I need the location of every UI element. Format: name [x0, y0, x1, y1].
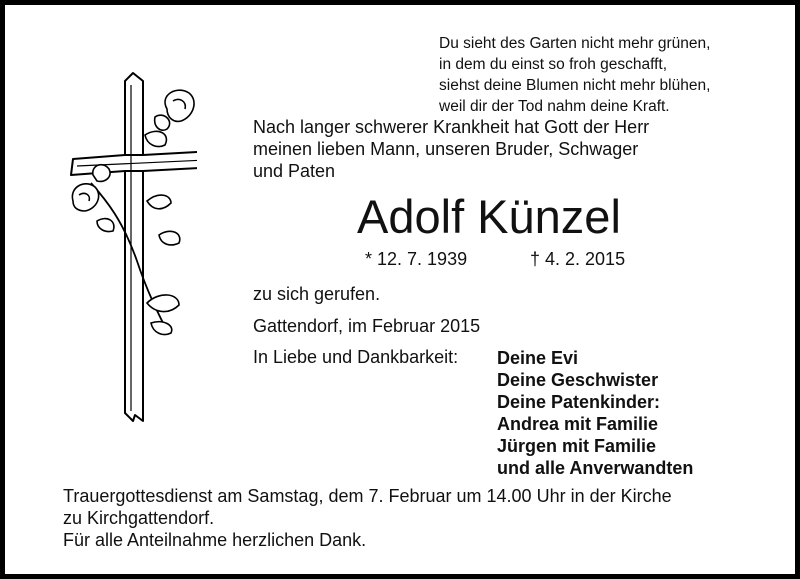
mourners-list — [497, 347, 693, 479]
place-date: Gattendorf, im Februar 2015 — [253, 316, 481, 336]
thanks-label: In Liebe und Dankbarkeit: — [253, 347, 459, 367]
mourner-line: Deine Geschwister — [497, 370, 659, 390]
poem-line: Du sieht des Garten nicht mehr grünen, — [439, 35, 711, 52]
mourner-line: Deine Patenkinder: — [497, 392, 661, 412]
intro-line: meinen lieben Mann, unseren Bruder, Schwager — [253, 139, 639, 159]
funeral-service-info — [63, 485, 672, 529]
intro-line: und Paten — [253, 161, 336, 181]
birth-date: * 12. 7. 1939 — [365, 249, 468, 269]
mourner-line: Andrea mit Familie — [497, 414, 659, 434]
intro-line: Nach langer schwerer Krankheit hat Gott der Herr — [253, 117, 650, 137]
poem — [439, 33, 710, 117]
called-text: zu sich gerufen. — [253, 284, 381, 304]
poem-line: weil dir der Tod nahm deine Kraft. — [439, 98, 670, 115]
closing-thanks: Für alle Anteilnahme herzlichen Dank. — [63, 530, 367, 550]
service-line: zu Kirchgattendorf. — [63, 508, 215, 528]
deceased-name: Adolf Künzel — [357, 190, 621, 243]
service-line: Trauergottesdienst am Samstag, dem 7. Februar um 14.00 Uhr in der Kirche — [63, 486, 672, 506]
mourner-line: Deine Evi — [497, 348, 579, 368]
mourner-line: und alle Anverwandten — [497, 458, 694, 478]
poem-line: siehst deine Blumen nicht mehr blühen, — [439, 77, 711, 94]
intro-text — [253, 116, 649, 182]
death-date: † 4. 2. 2015 — [530, 249, 626, 269]
poem-line: in dem du einst so froh geschafft, — [439, 56, 668, 73]
cross-with-roses-icon — [67, 71, 197, 431]
life-dates — [365, 249, 645, 271]
mourner-line: Jürgen mit Familie — [497, 436, 657, 456]
